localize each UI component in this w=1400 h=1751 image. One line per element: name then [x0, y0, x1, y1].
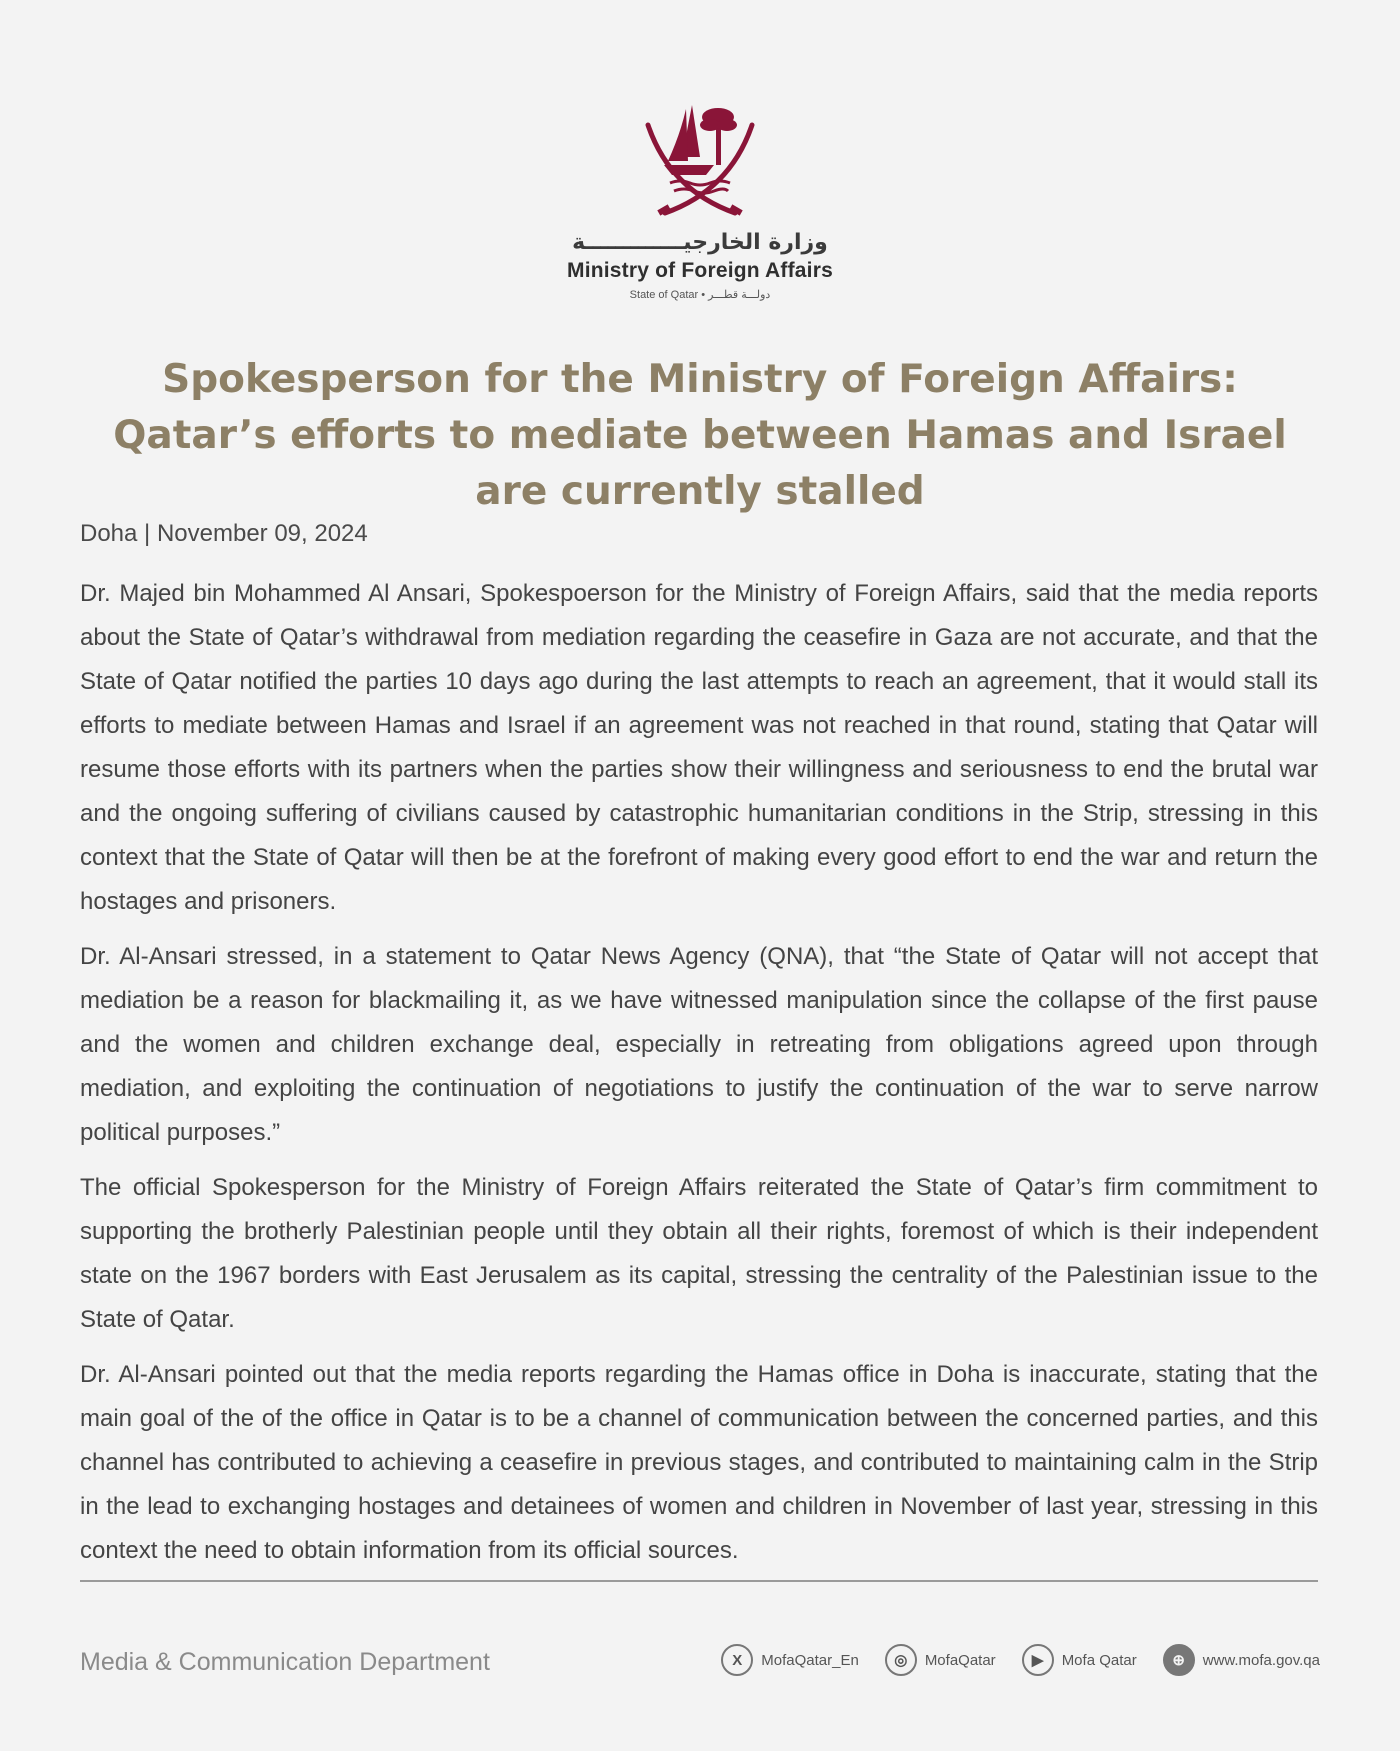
social-handle: MofaQatar [924, 1651, 996, 1669]
article-body [80, 572, 1318, 1584]
logo-arabic-name: وزارة الخارجيـــــــــــــة [572, 230, 828, 255]
paragraph: Dr. Al-Ansari stressed, in a statement to Qatar News Agency (QNA), that “the State of Qatar will not accept that mediation be a reason for blackmailing it, as we have witnessed manipulation since the collapse of the first pause and the women and children exchange deal, especially in retreating from obligations agreed upon through mediation, and exploiting the continuation of negotiations to justify the continuation of the war to serve narrow political purposes.” [80, 943, 1318, 1146]
social-link-youtube[interactable] [1022, 1644, 1137, 1676]
logo-english-name: Ministry of Foreign Affairs [567, 259, 833, 282]
footer-divider [80, 1580, 1318, 1582]
headline: Spokesperson for the Ministry of Foreign Affairs: Qatar’s efforts to mediate between Hamas and Israel are currently stalled [113, 357, 1287, 514]
paragraph: The official Spokesperson for the Ministry of Foreign Affairs reiterated the State of Qatar’s firm commitment to supporting the brotherly Palestinian people until they obtain all their rights, foremost of which is their independent state on the 1967 borders with East Jerusalem as its capital, stressing the centrality of the Palestinian issue to the State of Qatar. [80, 1174, 1318, 1333]
social-link-website[interactable] [1163, 1644, 1320, 1676]
social-link-x[interactable] [721, 1644, 859, 1676]
qatar-emblem-icon [630, 95, 770, 225]
social-handle: MofaQatar_En [761, 1651, 859, 1669]
x-icon: X [721, 1644, 753, 1676]
globe-icon: ⊕ [1163, 1644, 1195, 1676]
department-name: Media & Communication Department [80, 1648, 490, 1676]
youtube-icon: ▶ [1022, 1644, 1054, 1676]
ministry-logo [560, 95, 840, 325]
social-link-instagram[interactable] [885, 1644, 996, 1676]
social-links [721, 1644, 1320, 1676]
paragraph: Dr. Majed bin Mohammed Al Ansari, Spokespoerson for the Ministry of Foreign Affairs, said that the media reports about the State of Qatar’s withdrawal from mediation regarding the ceasefire in Gaza are not accurate, and that the State of Qatar notified the parties 10 days ago during the last attempts to reach an agreement, that it would stall its efforts to mediate between Hamas and Israel if an agreement was not reached in that round, stating that Qatar will resume those efforts with its partners when the parties show their willingness and seriousness to end the brutal war and the ongoing suffering of civilians caused by catastrophic humanitarian conditions in the Strip, stressing in this context that the State of Qatar will then be at the forefront of making every good effort to end the war and return the hostages and prisoners. [80, 580, 1318, 915]
social-handle: Mofa Qatar [1061, 1651, 1137, 1669]
social-handle: www.mofa.gov.qa [1202, 1651, 1320, 1669]
paragraph: Dr. Al-Ansari pointed out that the media reports regarding the Hamas office in Doha is inaccurate, stating that the main goal of the of the office in Qatar is to be a channel of communication between the concerned parties, and this channel has contributed to achieving a ceasefire in previous stages, and contributed to maintaining calm in the Strip in the lead to exchanging hostages and detainees of women and children in November of last year, stressing in this context the need to obtain information from its official sources. [80, 1361, 1318, 1564]
dateline: Doha | November 09, 2024 [80, 520, 368, 547]
instagram-icon: ◎ [885, 1644, 917, 1676]
logo-subtitle: State of Qatar • دولـــة قطـــر [629, 289, 771, 301]
